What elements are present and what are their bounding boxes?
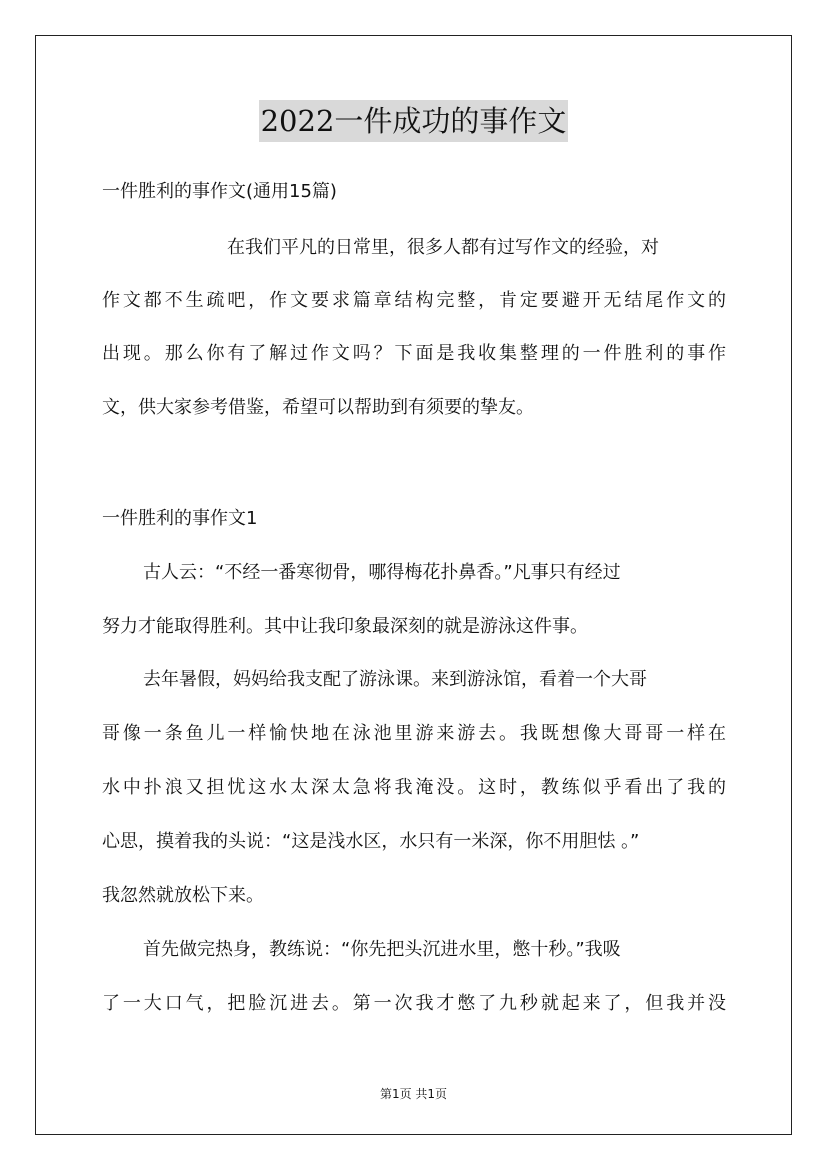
body-line-2: 努力才能取得胜利。其中让我印象最深刻的就是游泳这件事。 (102, 616, 588, 637)
subtitle: 一件胜利的事作文(通用15篇) (102, 181, 337, 202)
intro-line-2: 作文都不生疏吧，作文要求篇章结构完整，肯定要避开无结尾作文的 (102, 290, 726, 311)
body-line-8: 首先做完热身，教练说：“你先把头沉进水里，憋十秒。”我吸 (143, 939, 621, 960)
body-line-1: 古人云：“不经一番寒彻骨，哪得梅花扑鼻香。”凡事只有经过 (143, 562, 621, 583)
document-title-container (0, 100, 827, 142)
body-line-7: 我忽然就放松下来。 (102, 885, 264, 906)
section-heading: 一件胜利的事作文1 (102, 508, 258, 529)
body-line-5: 水中扑浪又担忧这水太深太急将我淹没。这时，教练似乎看出了我的 (102, 777, 726, 798)
intro-line-4: 文，供大家参考借鉴，希望可以帮助到有须要的挚友。 (102, 397, 534, 418)
body-line-9: 了一大口气，把脸沉进去。第一次我才憋了九秒就起来了，但我并没 (102, 993, 726, 1014)
document-title: 2022一件成功的事作文 (259, 100, 569, 142)
body-line-3: 去年暑假，妈妈给我支配了游泳课。来到游泳馆，看着一个大哥 (143, 669, 647, 690)
page-number: 第1页 共1页 (379, 1087, 448, 1101)
intro-line-1: 在我们平凡的日常里，很多人都有过写作文的经验，对 (227, 237, 659, 258)
body-line-6: 心思，摸着我的头说：“这是浅水区，水只有一米深，你不用胆怯 。” (102, 831, 640, 852)
body-line-4: 哥像一条鱼儿一样愉快地在泳池里游来游去。我既想像大哥哥一样在 (102, 723, 726, 744)
intro-line-3: 出现。那么你有了解过作文吗？下面是我收集整理的一件胜利的事作 (102, 343, 726, 364)
